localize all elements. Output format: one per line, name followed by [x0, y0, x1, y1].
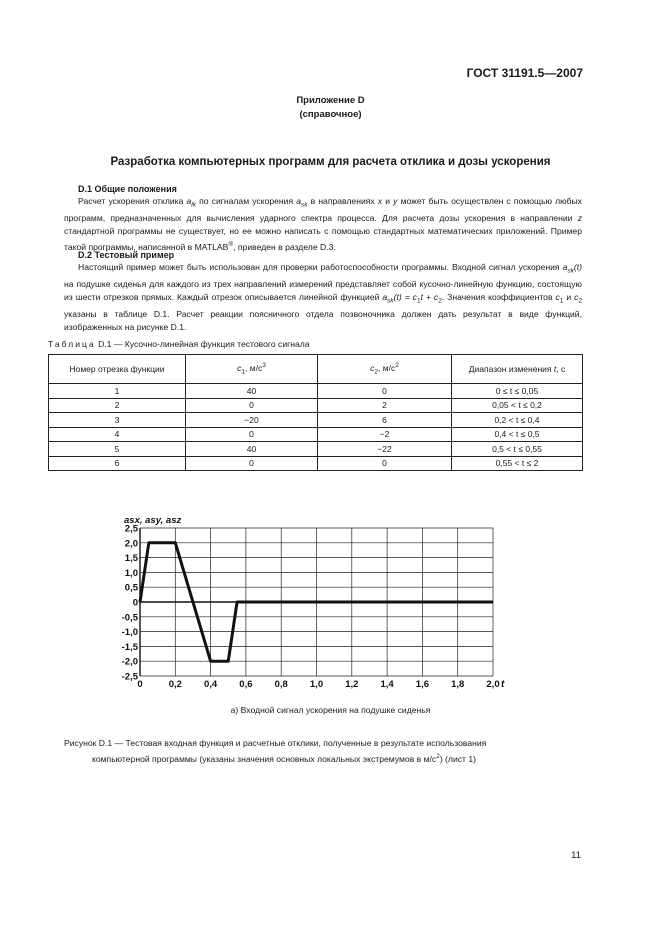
- cell-range: 0,5 < t ≤ 0,55: [452, 442, 583, 457]
- x-tick-label: 1,2: [345, 679, 359, 690]
- table-row: [49, 384, 583, 399]
- table-row: [49, 413, 583, 428]
- cell-range: 0,55 < t ≤ 2: [452, 456, 583, 471]
- x-tick-label: 1,0: [309, 679, 324, 690]
- coefficients-table: [48, 354, 583, 471]
- y-tick-label: -1,0: [121, 627, 138, 639]
- x-tick-label: 1,8: [451, 679, 465, 690]
- cell-c1: 40: [186, 384, 318, 399]
- y-tick-label: -1,5: [121, 641, 138, 653]
- cell-range: 0,2 < t ≤ 0,4: [452, 413, 583, 428]
- x-tick-label: 0,6: [239, 679, 253, 690]
- cell-c2: 0: [318, 456, 452, 471]
- cell-range: 0,4 < t ≤ 0,5: [452, 427, 583, 442]
- figure-caption: Рисунок D.1 — Тестовая входная функция и расчетные отклики, полученные в результате использования компьютерной программы (указаны значения основных локальных экстремумов в $м/с^2$) (лист 1): [64, 738, 487, 764]
- standard-number: ГОСТ 31191.5—2007: [466, 66, 583, 80]
- x-tick-label: 0,2: [168, 679, 182, 690]
- y-tick-label: 1,0: [124, 567, 138, 579]
- x-tick-label: 0,8: [274, 679, 288, 690]
- appendix-title: Приложение D: [296, 95, 365, 106]
- y-tick-label: 1,5: [124, 553, 138, 565]
- cell-n: 4: [49, 427, 186, 442]
- y-tick-label: 2,0: [124, 538, 138, 550]
- section-d2-paragraph: Настоящий пример может быть использован для проверки работоспособности программы. Входной сигнал ускорения $a_{sk}(t)$ на подушке сиденья для каждого из трех направлений измерений представляет собой кусочно-линейную функцию, состоящую из шести отрезков прямых. Каждый отрезок описывается линейной функцией $a_{sk}(t) = c_1t + c_2$. Значения коэффициентов $c_1$ и $c_2$ указаны в таблице D.1. Расчет реакции поясничного отдела позвоночника должен дать результат в виде функций, изображенных на рисунке D.1.: [64, 262, 583, 333]
- cell-c2: 6: [318, 413, 452, 428]
- x-tick-label: 1,6: [415, 679, 430, 690]
- x-axis-label: t: [501, 679, 505, 690]
- document-title: Разработка компьютерных программ для расчета отклика и дозы ускорения: [110, 156, 551, 168]
- cell-c2: −2: [318, 427, 452, 442]
- table-header-row: [49, 355, 583, 384]
- table-row: [49, 427, 583, 442]
- cell-range: 0,05 < t ≤ 0,2: [452, 398, 583, 413]
- cell-n: 3: [49, 413, 186, 428]
- cell-c1: −20: [186, 413, 318, 428]
- y-tick-label: 0,5: [124, 582, 138, 594]
- y-tick-label: -2,5: [121, 671, 138, 683]
- x-tick-label: 2,0: [486, 679, 500, 690]
- table-row: [49, 456, 583, 471]
- figure-subcaption: а) Входной сигнал ускорения на подушке сиденья: [230, 705, 431, 715]
- page-number: 11: [571, 850, 581, 861]
- cell-range: 0 ≤ t ≤ 0,05: [452, 384, 583, 399]
- header-c1: $c_1$, $м/с^3$: [186, 355, 318, 384]
- y-axis-label: asx, asy, asz: [124, 515, 182, 526]
- y-tick-label: 2,5: [124, 523, 138, 535]
- section-d2-title: D.2 Тестовый пример: [78, 250, 175, 260]
- cell-c1: 0: [186, 427, 318, 442]
- x-tick-label: 1,4: [380, 679, 394, 690]
- appendix-note: (справочное): [299, 109, 362, 120]
- cell-c1: 40: [186, 442, 318, 457]
- cell-n: 1: [49, 384, 186, 399]
- section-d1-title: D.1 Общие положения: [78, 184, 177, 194]
- header-c2: $c_2$, $м/с^2$: [318, 355, 452, 384]
- table-row: [49, 442, 583, 457]
- y-tick-label: 0: [132, 597, 138, 609]
- section-d1-paragraph: Расчет ускорения отклика $a_{lk}$ по сигналам ускорения $a_{sk}$ в направлениях x и y может быть осуществлен с помощью любых программ, предназначенных для вычисления ударного спектра процесса. Для расчета дозы ускорения в направлении z стандартной программы не существует, но ее можно написать с помощью стандартных математических приложений. Пример такой программы, написанной в MATLAB®, приведен в разделе D.3.: [64, 196, 582, 253]
- y-tick-label: -2,0: [121, 656, 138, 668]
- table-row: [49, 398, 583, 413]
- cell-c2: 0: [318, 384, 452, 399]
- cell-n: 5: [49, 442, 186, 457]
- y-tick-label: -0,5: [121, 612, 138, 624]
- input-signal-chart: [104, 506, 524, 698]
- cell-c1: 0: [186, 456, 318, 471]
- cell-n: 2: [49, 398, 186, 413]
- header-segment-number: Номер отрезка функции: [49, 355, 186, 384]
- x-tick-label: 0,4: [203, 679, 218, 690]
- cell-n: 6: [49, 456, 186, 471]
- x-tick-label: 0: [137, 679, 143, 690]
- cell-c2: −22: [318, 442, 452, 457]
- cell-c1: 0: [186, 398, 318, 413]
- cell-c2: 2: [318, 398, 452, 413]
- table-caption: Таблица D.1 — Кусочно-линейная функция тестового сигнала: [48, 339, 310, 349]
- header-range: Диапазон изменения t, с: [452, 355, 583, 384]
- appendix-heading: [0, 94, 661, 122]
